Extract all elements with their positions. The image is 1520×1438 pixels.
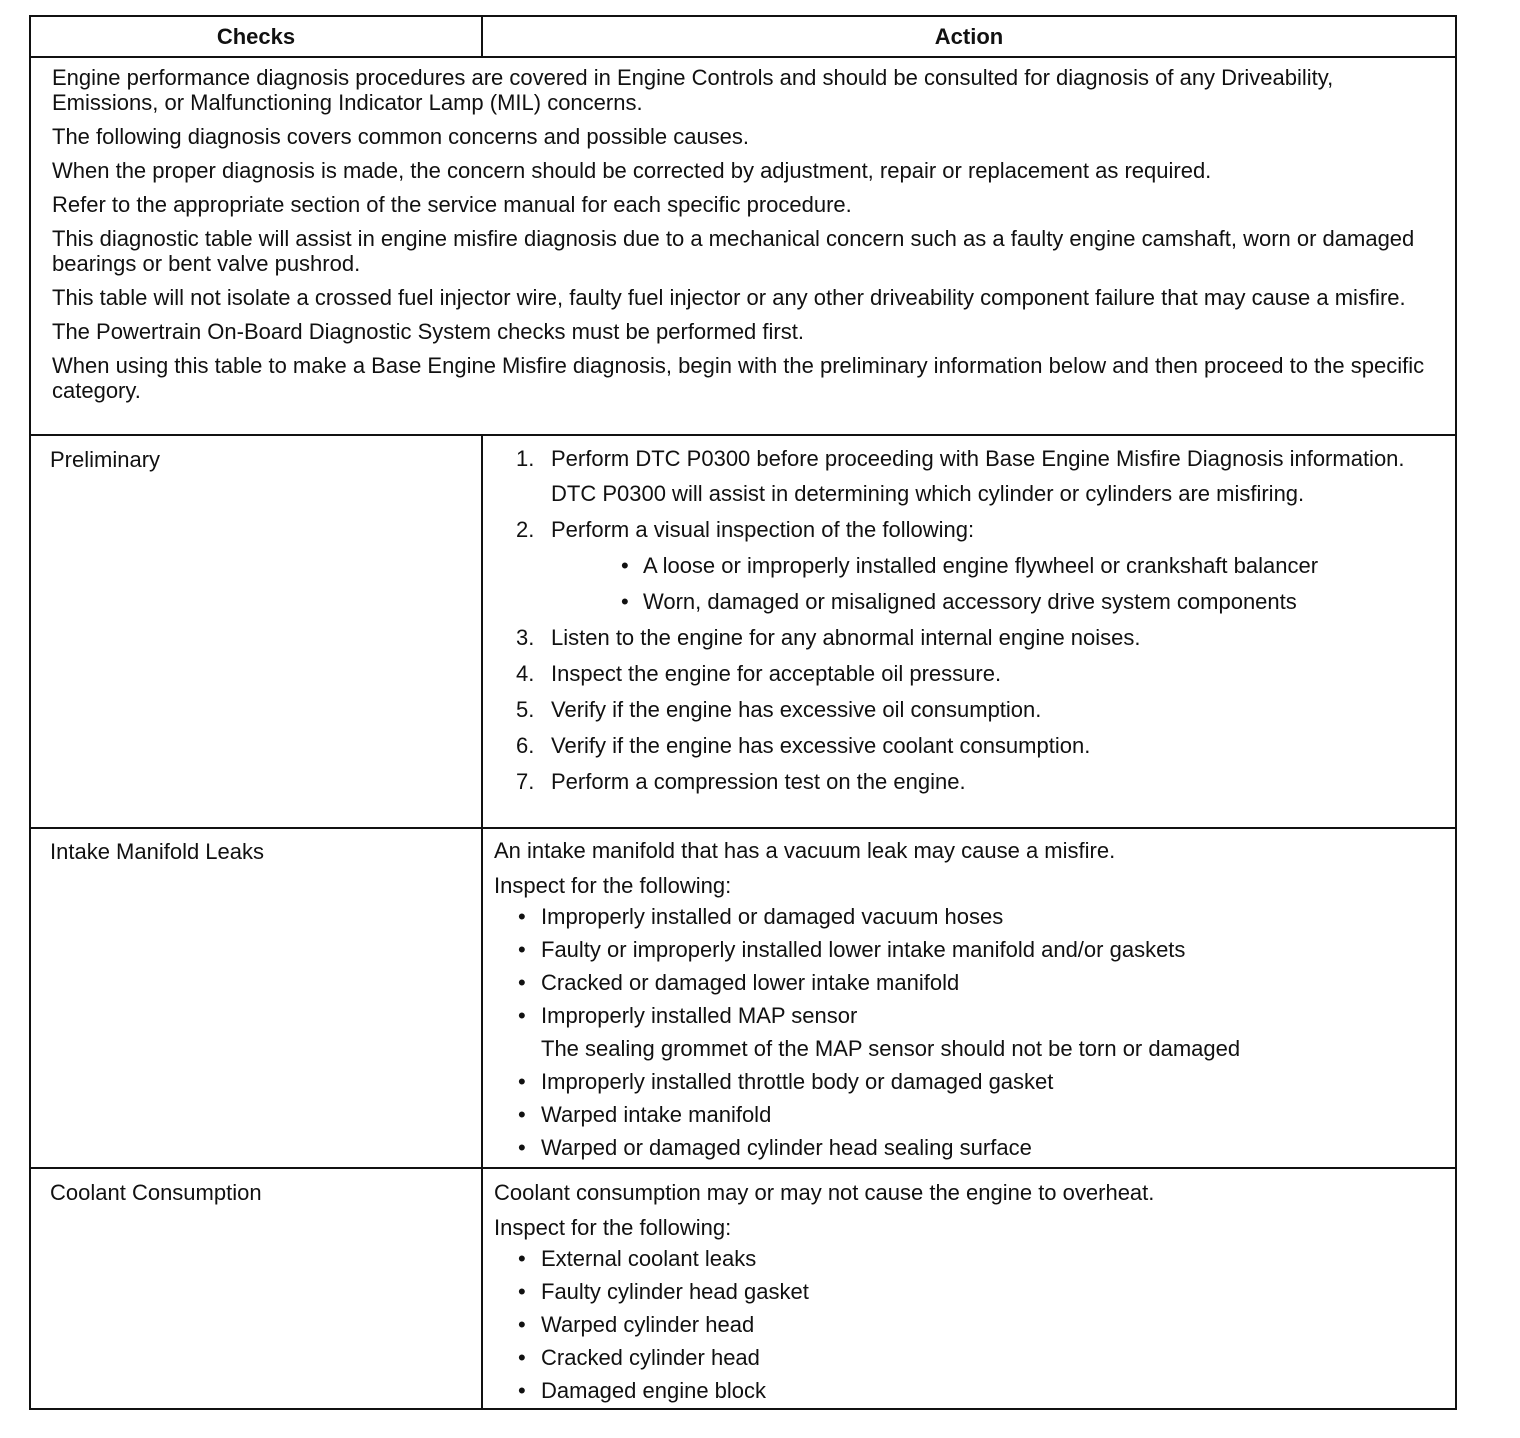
intro-paragraph: Refer to the appropriate section of the service manual for each specific procedure. bbox=[52, 192, 852, 217]
intro-paragraph: This diagnostic table will assist in engine misfire diagnosis due to a mechanical concern such as a faulty engine camshaft, worn or damaged bearings or bent valve pushrod. bbox=[52, 226, 1415, 276]
intro-paragraph: The Powertrain On-Board Diagnostic System checks must be performed first. bbox=[52, 319, 804, 344]
list-item-text: External coolant leaks bbox=[541, 1246, 757, 1271]
list-item-text: Cracked cylinder head bbox=[541, 1345, 760, 1370]
preliminary-divider bbox=[31, 827, 1455, 829]
check-coolant-consumption: Coolant Consumption bbox=[50, 1180, 262, 1205]
column-divider bbox=[481, 435, 483, 1410]
step-note: DTC P0300 will assist in determining which cylinder or cylinders are misfiring. bbox=[551, 481, 1305, 506]
header-column-divider bbox=[481, 17, 483, 57]
bullet-icon: • bbox=[518, 1345, 526, 1370]
step-text: Perform a visual inspection of the following: bbox=[551, 517, 975, 542]
list-item-text: Improperly installed MAP sensor bbox=[541, 1003, 858, 1028]
list-item bbox=[494, 1246, 1444, 1271]
list-item bbox=[494, 1345, 1444, 1370]
map-sensor-note: The sealing grommet of the MAP sensor should not be torn or damaged bbox=[541, 1036, 1241, 1061]
header-divider bbox=[31, 56, 1455, 58]
step-text: Perform DTC P0300 before proceeding with Base Engine Misfire Diagnosis information. bbox=[551, 446, 1405, 471]
bullet-icon: • bbox=[621, 553, 629, 578]
step-item bbox=[494, 661, 1444, 686]
coolant-intro: Coolant consumption may or may not cause the engine to overheat. bbox=[494, 1180, 1155, 1205]
step-item bbox=[494, 625, 1444, 650]
list-item bbox=[551, 553, 1444, 578]
bullet-icon: • bbox=[518, 1135, 526, 1160]
bullet-icon: • bbox=[518, 1246, 526, 1271]
intro-paragraph: The following diagnosis covers common concerns and possible causes. bbox=[52, 124, 750, 149]
step-text: Listen to the engine for any abnormal internal engine noises. bbox=[551, 625, 1141, 650]
intro-paragraph: When using this table to make a Base Engine Misfire diagnosis, begin with the preliminary information below and then proceed to the specific category. bbox=[52, 353, 1425, 403]
step-item bbox=[494, 697, 1444, 722]
list-item bbox=[494, 1003, 1444, 1028]
bullet-icon: • bbox=[518, 1312, 526, 1337]
step-number: 7. bbox=[516, 769, 535, 794]
bullet-icon: • bbox=[518, 1102, 526, 1127]
step-number: 5. bbox=[516, 697, 535, 722]
step-text: Verify if the engine has excessive coolant consumption. bbox=[551, 733, 1091, 758]
list-item-text: Worn, damaged or misaligned accessory drive system components bbox=[643, 589, 1297, 614]
intake-intro: An intake manifold that has a vacuum leak may cause a misfire. bbox=[494, 838, 1116, 863]
checks-column-header: Checks bbox=[216, 24, 296, 49]
intro-divider bbox=[31, 434, 1455, 436]
list-item bbox=[494, 1135, 1444, 1160]
action-column-header: Action bbox=[934, 24, 1004, 49]
list-item-text: Improperly installed throttle body or damaged gasket bbox=[541, 1069, 1054, 1094]
list-item-text: Faulty cylinder head gasket bbox=[541, 1279, 809, 1304]
step-number: 4. bbox=[516, 661, 535, 686]
bullet-icon: • bbox=[518, 937, 526, 962]
step-text: Perform a compression test on the engine. bbox=[551, 769, 966, 794]
bullet-icon: • bbox=[621, 589, 629, 614]
list-item-text: Warped intake manifold bbox=[541, 1102, 772, 1127]
list-item bbox=[494, 1279, 1444, 1304]
intro-paragraph: When the proper diagnosis is made, the concern should be corrected by adjustment, repair or replacement as required. bbox=[52, 158, 1212, 183]
list-item bbox=[494, 937, 1444, 962]
step-number: 6. bbox=[516, 733, 535, 758]
list-item bbox=[494, 904, 1444, 929]
preliminary-actions bbox=[494, 446, 1444, 805]
intake-actions bbox=[494, 838, 1444, 1168]
list-item-text: Faulty or improperly installed lower intake manifold and/or gaskets bbox=[541, 937, 1186, 962]
step-item bbox=[494, 517, 1444, 614]
list-item bbox=[494, 1069, 1444, 1094]
intro-paragraph: This table will not isolate a crossed fuel injector wire, faulty fuel injector or any other driveability component failure that may cause a misfire. bbox=[52, 285, 1406, 310]
coolant-inspect-label: Inspect for the following: bbox=[494, 1215, 732, 1240]
intake-inspect-label: Inspect for the following: bbox=[494, 873, 732, 898]
list-item-text: Warped cylinder head bbox=[541, 1312, 755, 1337]
coolant-actions bbox=[494, 1180, 1444, 1411]
intro-section bbox=[52, 65, 1442, 412]
step-item bbox=[494, 446, 1444, 506]
list-item-text: Cracked or damaged lower intake manifold bbox=[541, 970, 960, 995]
list-item bbox=[494, 1102, 1444, 1127]
list-item-text: Warped or damaged cylinder head sealing surface bbox=[541, 1135, 1032, 1160]
bullet-icon: • bbox=[518, 1003, 526, 1028]
step-number: 1. bbox=[516, 446, 535, 471]
list-item-text: Damaged engine block bbox=[541, 1378, 767, 1403]
list-item-text: Improperly installed or damaged vacuum hoses bbox=[541, 904, 1004, 929]
bullet-icon: • bbox=[518, 904, 526, 929]
diagnosis-table bbox=[29, 15, 1457, 1410]
step-number: 2. bbox=[516, 517, 535, 542]
step-text: Verify if the engine has excessive oil consumption. bbox=[551, 697, 1042, 722]
list-item-text: A loose or improperly installed engine flywheel or crankshaft balancer bbox=[643, 553, 1319, 578]
bullet-icon: • bbox=[518, 970, 526, 995]
list-item bbox=[494, 1312, 1444, 1337]
bullet-icon: • bbox=[518, 1279, 526, 1304]
bullet-icon: • bbox=[518, 1378, 526, 1403]
step-item bbox=[494, 769, 1444, 794]
step-text: Inspect the engine for acceptable oil pressure. bbox=[551, 661, 1002, 686]
check-preliminary: Preliminary bbox=[50, 447, 161, 472]
bullet-icon: • bbox=[518, 1069, 526, 1094]
list-item bbox=[494, 1378, 1444, 1403]
list-item bbox=[551, 589, 1444, 614]
list-item bbox=[494, 970, 1444, 995]
step-item bbox=[494, 733, 1444, 758]
step-number: 3. bbox=[516, 625, 535, 650]
intro-paragraph: Engine performance diagnosis procedures are covered in Engine Controls and should be consulted for diagnosis of any Driveability, Emissions, or Malfunctioning Indicator Lamp (MIL) concerns. bbox=[52, 65, 1334, 115]
check-intake-manifold-leaks: Intake Manifold Leaks bbox=[50, 839, 265, 864]
